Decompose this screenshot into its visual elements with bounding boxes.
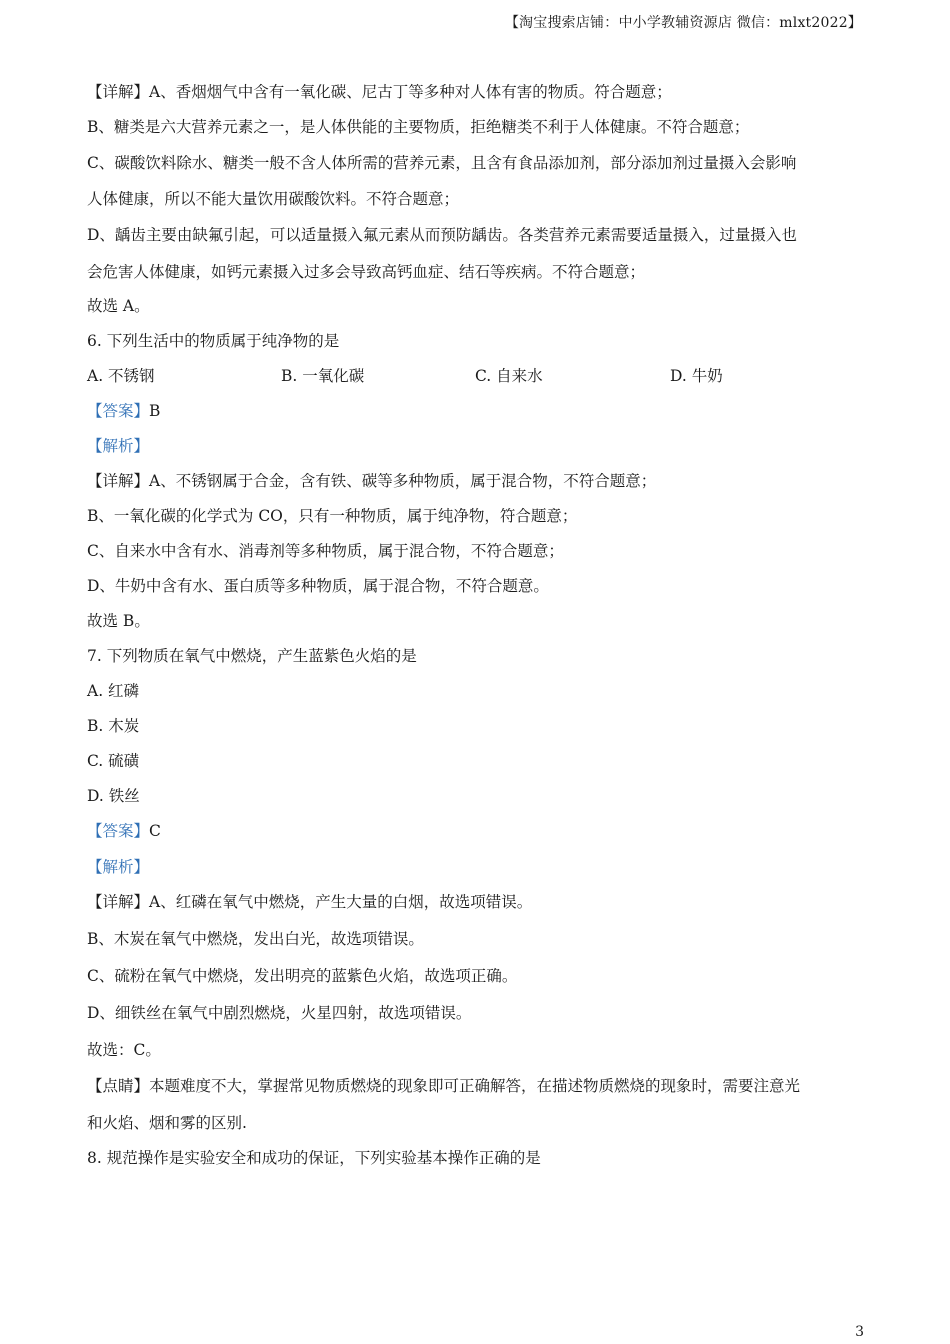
analysis-label: 【解析】 (87, 437, 150, 455)
q5-detail-c1: C、碳酸饮料除水、糖类一般不含人体所需的营养元素，且含有食品添加剂，部分添加剂过量摄入会影响 (87, 154, 797, 172)
q7-comment-line (87, 1076, 800, 1096)
q6-detail-a-line (87, 471, 656, 491)
q7-conclusion: 故选：C。 (87, 1041, 161, 1059)
q8-question: 8. 规范操作是实验安全和成功的保证，下列实验基本操作正确的是 (87, 1149, 541, 1167)
q6-detail-a: A、不锈钢属于合金，含有铁、碳等多种物质，属于混合物，不符合题意； (149, 472, 657, 490)
q6-detail-d: D、牛奶中含有水、蛋白质等多种物质，属于混合物，不符合题意。 (87, 577, 549, 595)
q7-detail-b: B、木炭在氧气中燃烧，发出白光，故选项错误。 (87, 930, 424, 948)
header-note: 【淘宝搜索店铺：中小学教辅资源店 微信：mlxt2022】 (504, 15, 862, 31)
q6-detail-b: B、一氧化碳的化学式为 CO，只有一种物质，属于纯净物，符合题意； (87, 507, 578, 525)
answer-value: C (149, 822, 161, 840)
q7-detail-a-line (87, 892, 532, 912)
q5-detail-a: A、香烟烟气中含有一氧化碳、尼古丁等多种对人体有害的物质。符合题意； (149, 83, 672, 101)
q6-option-a: A. 不锈钢 (87, 367, 155, 385)
comment-label: 【点睛】 (87, 1077, 150, 1095)
detail-label: 【详解】 (87, 472, 150, 490)
q6-conclusion: 故选 B。 (87, 612, 150, 630)
q7-answer (87, 821, 161, 841)
q7-detail-d: D、细铁丝在氧气中剧烈燃烧，火星四射，故选项错误。 (87, 1004, 472, 1022)
q7-comment-2: 和火焰、烟和雾的区别. (87, 1114, 247, 1132)
answer-label: 【答案】 (87, 402, 150, 420)
q6-answer (87, 401, 160, 421)
detail-label: 【详解】 (87, 83, 150, 101)
q7-detail-a: A、红磷在氧气中燃烧，产生大量的白烟，故选项错误。 (149, 893, 533, 911)
q5-detail-b: B、糖类是六大营养元素之一，是人体供能的主要物质，拒绝糖类不利于人体健康。不符合题意； (87, 118, 750, 136)
answer-value: B (149, 402, 161, 420)
q6-question: 6. 下列生活中的物质属于纯净物的是 (87, 332, 340, 350)
q5-detail-c2: 人体健康，所以不能大量饮用碳酸饮料。不符合题意； (87, 190, 460, 208)
q6-option-d: D. 牛奶 (670, 367, 723, 385)
q5-conclusion: 故选 A。 (87, 297, 150, 315)
detail-label: 【详解】 (87, 893, 150, 911)
q7-option-c: C. 硫磺 (87, 752, 140, 770)
q7-detail-c: C、硫粉在氧气中燃烧，发出明亮的蓝紫色火焰，故选项正确。 (87, 967, 518, 985)
q5-detail-d1: D、龋齿主要由缺氟引起，可以适量摄入氟元素从而预防龋齿。各类营养元素需要适量摄入，过量摄入也 (87, 226, 797, 244)
q5-detail-a-line (87, 82, 672, 102)
q7-option-d: D. 铁丝 (87, 787, 140, 805)
page-number: 3 (855, 1324, 864, 1340)
answer-label: 【答案】 (87, 822, 150, 840)
q6-detail-c: C、自来水中含有水、消毒剂等多种物质，属于混合物，不符合题意； (87, 542, 564, 560)
q6-option-b: B. 一氧化碳 (281, 367, 365, 385)
q6-option-c: C. 自来水 (475, 367, 543, 385)
q5-detail-d2: 会危害人体健康，如钙元素摄入过多会导致高钙血症、结石等疾病。不符合题意； (87, 263, 646, 281)
q7-comment-1: 本题难度不大，掌握常见物质燃烧的现象即可正确解答，在描述物质燃烧的现象时，需要注意光 (149, 1077, 801, 1095)
analysis-label: 【解析】 (87, 858, 150, 876)
q7-option-b: B. 木炭 (87, 717, 140, 735)
q7-question: 7. 下列物质在氧气中燃烧，产生蓝紫色火焰的是 (87, 647, 417, 665)
q7-option-a: A. 红磷 (87, 682, 140, 700)
